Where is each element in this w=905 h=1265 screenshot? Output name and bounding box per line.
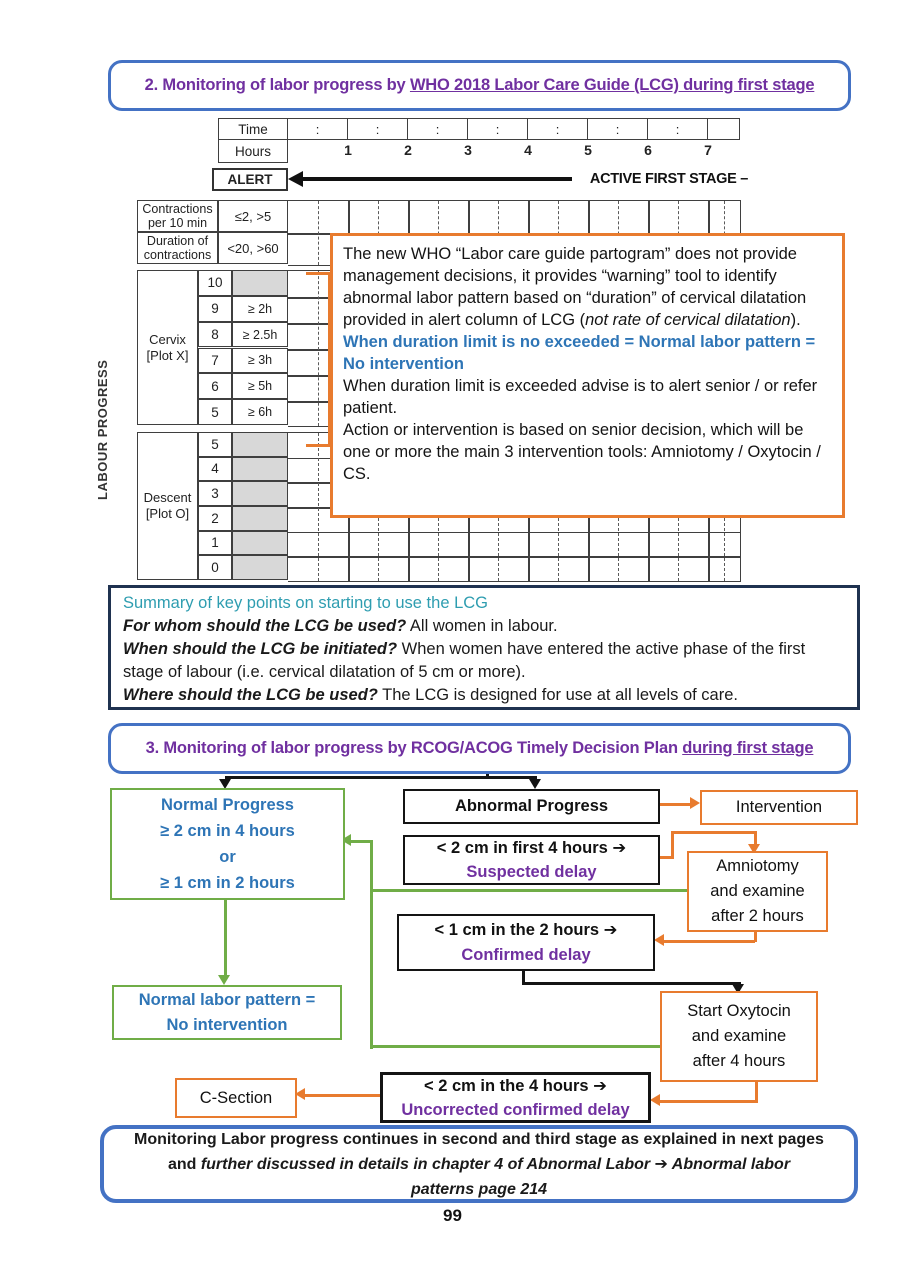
descent-row-number: 1	[198, 531, 232, 556]
connector-line	[225, 776, 537, 779]
flow-box-line: and examine	[710, 882, 805, 900]
flow-box-line: Abnormal Progress	[454, 797, 609, 815]
cervix-note-bracket	[306, 272, 331, 447]
cervix-row-threshold: ≥ 3h	[232, 348, 288, 374]
who-note-paragraph: Action or intervention is based on senior decision, which will be one or more the main 3 intervention tools: Amniotomy / Oxytocin / CS.	[343, 421, 821, 483]
section2-title-text: 2. Monitoring of labor progress by WHO 2018 Labor Care Guide (LCG) during first stage	[144, 76, 815, 94]
footer-note-box	[100, 1125, 858, 1203]
connector-line	[663, 940, 755, 943]
hour-label: 3	[464, 142, 472, 158]
decision-flowchart	[0, 760, 905, 1140]
section3-title	[108, 723, 851, 774]
active-stage-arrowhead	[288, 171, 303, 187]
connector-line	[370, 889, 688, 892]
active-stage-label: ACTIVE FIRST STAGE –	[589, 171, 748, 187]
arrowhead-down	[218, 975, 230, 985]
arrowhead-left	[654, 934, 664, 946]
section2-title	[108, 60, 851, 111]
flow-box-line: Normal Progress	[161, 796, 294, 814]
flow-box-line: Normal labor pattern =	[138, 990, 316, 1009]
cervix-row-threshold	[232, 270, 288, 296]
connector-line	[370, 840, 373, 1049]
flow-box-oxytocin	[660, 991, 818, 1082]
hour-label: 1	[344, 142, 352, 158]
descent-row-number: 4	[198, 457, 232, 482]
connector-line	[659, 1100, 758, 1103]
flow-box-abnormal	[403, 789, 660, 824]
summary-item: For whom should the LCG be used? All women in labour.	[123, 617, 558, 635]
hour-label: 2	[404, 142, 412, 158]
who-note-paragraph: The new WHO “Labor care guide partogram” does not provide management decisions, it provides “warning” tool to identify abnormal labor pattern based on “duration” of cervical dilatation provided in alert column of LCG (not rate of cervical dilatation).	[343, 245, 807, 329]
time-cell	[708, 118, 740, 140]
cervix-row-threshold: ≥ 5h	[232, 373, 288, 399]
section3-title-text: 3. Monitoring of labor progress by RCOG/ACOG Timely Decision Plan during first stage	[145, 739, 814, 757]
flow-box-confirmed	[397, 914, 655, 971]
flow-box-uncorrected	[380, 1072, 651, 1123]
hour-label: 4	[524, 142, 532, 158]
who-note-paragraph: When duration limit is no exceeded = Normal labor pattern = No intervention	[343, 333, 816, 373]
flow-box-amniotomy	[687, 851, 828, 932]
flow-box-line: and examine	[691, 1027, 787, 1045]
cervix-row-number: 7	[198, 348, 232, 374]
flow-box-csection	[175, 1078, 297, 1118]
cervix-row-number: 6	[198, 373, 232, 399]
flow-box-line: < 1 cm in the 2 hours ➔	[434, 920, 618, 939]
hour-label: 6	[644, 142, 652, 158]
active-stage-arrow-line	[300, 177, 572, 181]
connector-line	[671, 831, 674, 859]
cervix-row-threshold: ≥ 2.5h	[232, 322, 288, 348]
descent-row-threshold	[232, 432, 288, 457]
footer-note-line: Monitoring Labor progress continues in second and third stage as explained in next pages	[134, 1130, 824, 1148]
footer-note-line: and further discussed in details in chapter 4 of Abnormal Labor ➔ Abnormal labor	[167, 1155, 791, 1173]
connector-line	[370, 1045, 661, 1048]
alert-cell: ALERT	[212, 168, 288, 191]
connector-line	[522, 982, 741, 985]
time-cell: :	[408, 118, 468, 140]
descent-row-number: 2	[198, 506, 232, 531]
arrowhead-right	[690, 797, 700, 809]
descent-row-threshold	[232, 555, 288, 580]
time-cell: :	[348, 118, 408, 140]
labour-progress-label: LABOUR PROGRESS	[95, 359, 110, 500]
page-number: 99	[443, 1206, 462, 1225]
vitals-alert-value-cell: ≤2, >5	[218, 200, 288, 232]
connector-line	[350, 840, 372, 843]
summary-item: Where should the LCG be used? The LCG is designed for use at all levels of care.	[123, 686, 738, 704]
flow-box-line: Intervention	[735, 798, 823, 816]
arrowhead-down	[529, 779, 541, 789]
flow-box-line: Amniotomy	[716, 857, 799, 875]
flow-box-line: ≥ 1 cm in 2 hours	[160, 874, 295, 892]
flow-box-normal-progress	[110, 788, 345, 900]
summary-item: When should the LCG be initiated? When women have entered the active phase of the first stage of labour (i.e. cervical dilatation of 5 cm or more).	[123, 640, 806, 681]
flow-box-line: No intervention	[166, 1015, 288, 1034]
time-cell: :	[288, 118, 348, 140]
flow-box-line: Uncorrected confirmed delay	[401, 1100, 630, 1119]
flow-box-line: Suspected delay	[466, 863, 597, 881]
flow-box-line: or	[219, 848, 236, 866]
cervix-row-number: 9	[198, 296, 232, 322]
flow-box-line: after 4 hours	[692, 1052, 786, 1070]
connector-line	[660, 803, 692, 806]
flow-box-line: after 2 hours	[711, 907, 804, 925]
vitals-alert-value-cell: <20, >60	[218, 232, 288, 264]
descent-row-number: 0	[198, 555, 232, 580]
arrowhead-left	[650, 1094, 660, 1106]
descent-row-threshold	[232, 531, 288, 556]
flow-box-line: < 2 cm in first 4 hours ➔	[436, 839, 627, 857]
flow-box-normal-pattern	[112, 985, 342, 1040]
flow-box-line: ≥ 2 cm in 4 hours	[160, 822, 295, 840]
cervix-row-number: 5	[198, 399, 232, 425]
cervix-row-threshold: ≥ 2h	[232, 296, 288, 322]
descent-row-number: 5	[198, 432, 232, 457]
flow-box-intervention	[700, 790, 858, 825]
vitals-label-cell: Contractions per 10 min	[137, 200, 218, 232]
descent-row-threshold	[232, 481, 288, 506]
descent-label-cell: Descent [Plot O]	[137, 432, 198, 580]
flow-box-line: < 2 cm in the 4 hours ➔	[424, 1076, 607, 1095]
time-label-cell: Time	[218, 118, 288, 140]
time-cell: :	[528, 118, 588, 140]
hour-label: 5	[584, 142, 592, 158]
connector-line	[224, 900, 227, 977]
descent-row-number: 3	[198, 481, 232, 506]
flow-box-line: Confirmed delay	[461, 945, 591, 964]
hour-label: 7	[704, 142, 712, 158]
footer-note-line: patterns page 214	[410, 1180, 548, 1198]
descent-row-threshold	[232, 457, 288, 482]
summary-box	[108, 585, 860, 710]
time-cell: :	[648, 118, 708, 140]
hours-label-cell: Hours	[218, 140, 288, 163]
cervix-row-number: 8	[198, 322, 232, 348]
cervix-row-threshold: ≥ 6h	[232, 399, 288, 425]
cervix-row-number: 10	[198, 270, 232, 296]
flow-box-suspected	[403, 835, 660, 885]
summary-heading: Summary of key points on starting to use the LCG	[123, 594, 489, 612]
vitals-label-cell: Duration of contractions	[137, 232, 218, 264]
connector-line	[304, 1094, 380, 1097]
time-cell: :	[588, 118, 648, 140]
flow-box-line: C-Section	[199, 1088, 273, 1107]
connector-line	[671, 831, 757, 834]
who-note-box	[330, 233, 845, 518]
cervix-label-cell: Cervix [Plot X]	[137, 270, 198, 425]
descent-row-threshold	[232, 506, 288, 531]
who-note-paragraph: When duration limit is exceeded advise is to alert senior / or refer patient.	[343, 377, 818, 417]
time-cell: :	[468, 118, 528, 140]
flow-box-line: Start Oxytocin	[687, 1002, 791, 1020]
